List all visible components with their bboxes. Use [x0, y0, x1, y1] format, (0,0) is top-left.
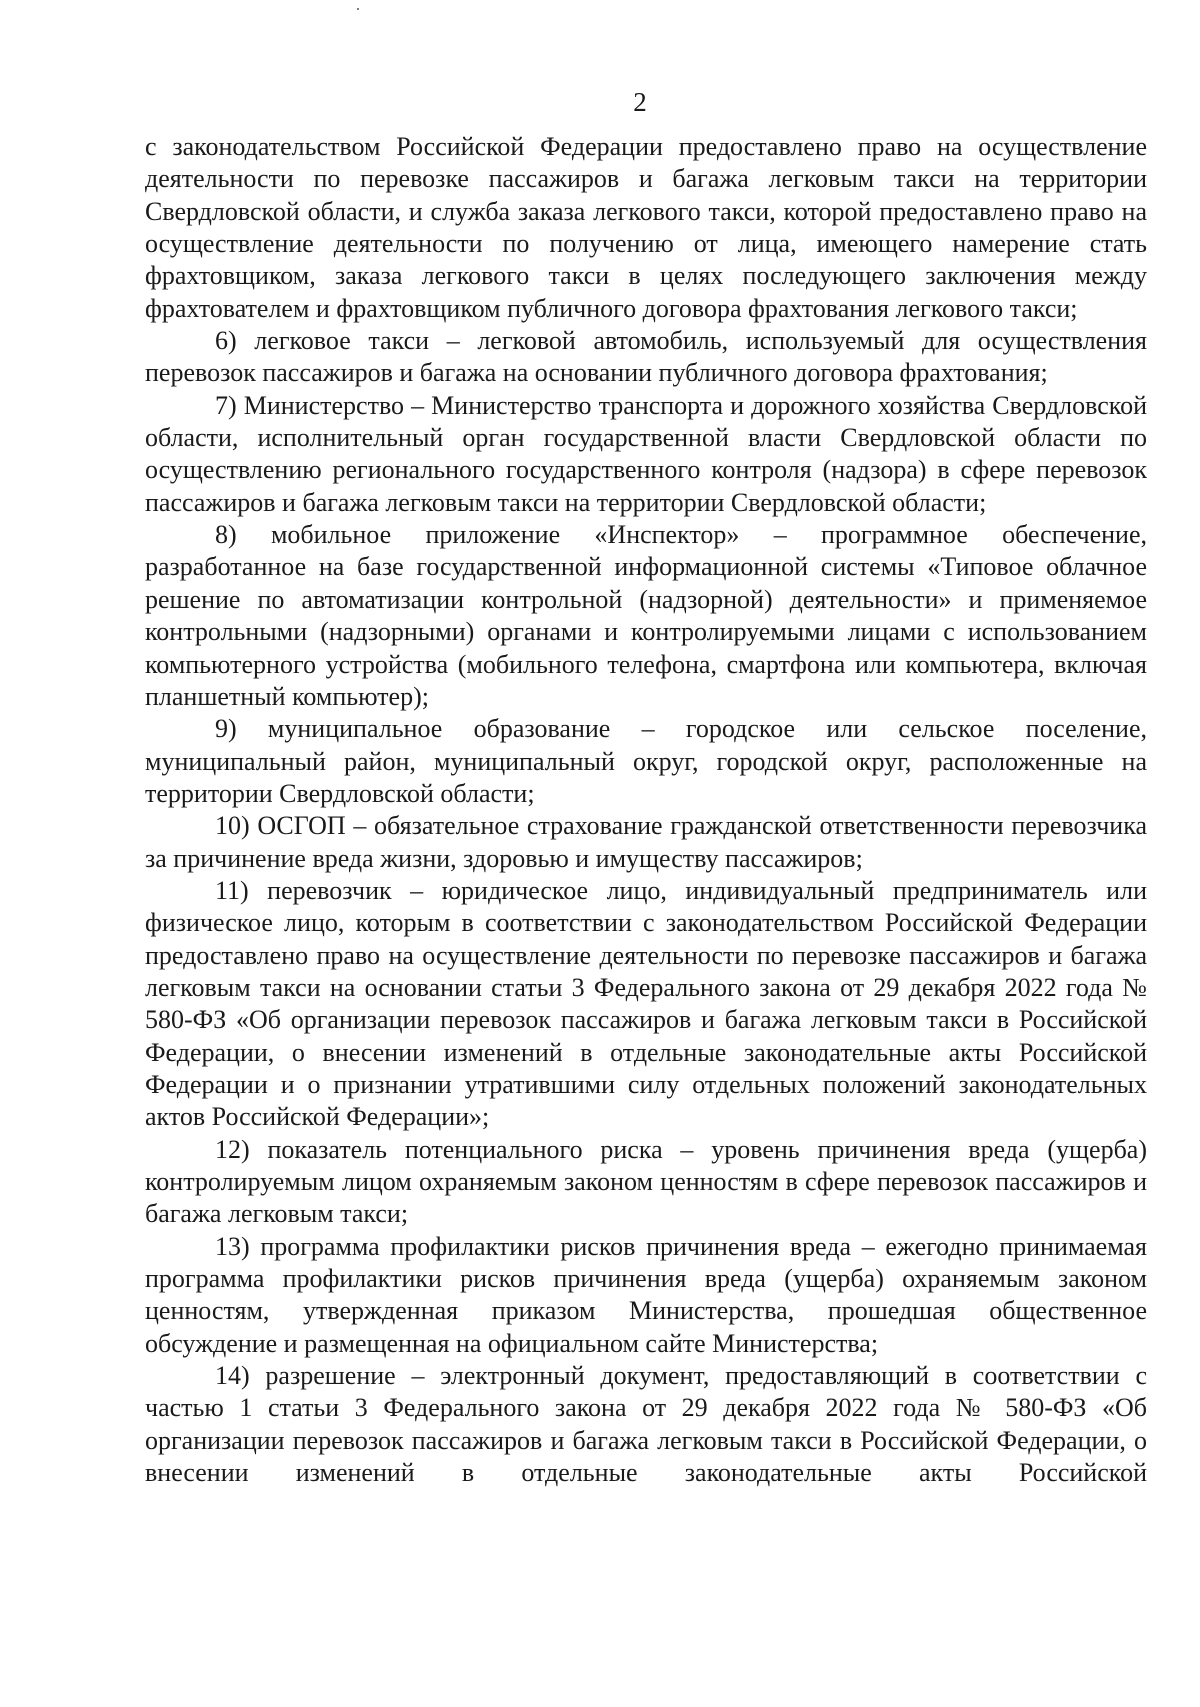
paragraph-11-carrier-definition: 11) перевозчик – юридическое лицо, индивидуальный предприниматель или физическое лицо, которым в соответствии с законодательством Российской Федерации предоставлено право на осуществление деятельности по перевозке пассажиров и багажа легковым такси на основании статьи 3 Федерального закона от 29 декабря 2022 года № 580-ФЗ «Об организации перевозок пассажиров и багажа легковым такси в Российской Федерации, о внесении изменений в отдельные законодательные акты Российской Федерации и о признании утратившими силу отдельных положений законодательных актов Российской Федерации»; [145, 875, 1147, 1132]
paragraph-10-osgop-definition: 10) ОСГОП – обязательное страхование гражданской ответственности перевозчика за причинение вреда жизни, здоровью и имуществу пассажиров; [145, 811, 1147, 873]
paragraph-12-risk-indicator-definition: 12) показатель потенциального риска – уровень причинения вреда (ущерба) контролируемым лицом охраняемым законом ценностям в сфере перевозок пассажиров и багажа легковым такси; [145, 1134, 1147, 1229]
paragraph-5-continuation: с законодательством Российской Федерации предоставлено право на осуществление деятельности по перевозке пассажиров и багажа легковым такси на территории Свердловской области, и служба заказа легкового такси, которой предоставлено право на осуществление деятельности по получению от лица, имеющего намерение стать фрахтовщиком, заказа легкового такси в целях последующего заключения между фрахтователем и фрахтовщиком публичного договора фрахтования легкового такси; [145, 132, 1147, 323]
page-number: 2 [633, 87, 647, 117]
paragraph-8-inspector-app-definition: 8) мобильное приложение «Инспектор» – программное обеспечение, разработанное на базе государственной информационной системы «Типовое облачное решение по автоматизации контрольной (надзорной) деятельности» и применяемое контрольными (надзорными) органами и контролируемыми лицами с использованием компьютерного устройства (мобильного телефона, смартфона или компьютера, включая планшетный компьютер); [145, 520, 1147, 711]
scan-speck [357, 8, 359, 10]
document-body [145, 131, 1147, 1489]
paragraph-6-taxi-definition: 6) легковое такси – легковой автомобиль, используемый для осуществления перевозок пассажиров и багажа на основании публичного договора фрахтования; [145, 326, 1147, 388]
paragraph-14-permit-definition: 14) разрешение – электронный документ, предоставляющий в соответствии с частью 1 статьи 3 Федерального закона от 29 декабря 2022 года № 580-ФЗ «Об организации перевозок пассажиров и багажа легковым такси в Российской Федерации, о внесении изменений в отдельные законодательные акты Российской [145, 1361, 1147, 1488]
paragraph-7-ministry-definition: 7) Министерство – Министерство транспорта и дорожного хозяйства Свердловской области, исполнительный орган государственной власти Свердловской области по осуществлению регионального государственного контроля (надзора) в сфере перевозок пассажиров и багажа легковым такси на территории Свердловской области; [145, 390, 1147, 517]
paragraph-13-prevention-program-definition: 13) программа профилактики рисков причинения вреда – ежегодно принимаемая программа профилактики рисков причинения вреда (ущерба) охраняемым законом ценностям, утвержденная приказом Министерства, прошедшая общественное обсуждение и размещенная на официальном сайте Министерства; [145, 1231, 1147, 1358]
paragraph-9-municipality-definition: 9) муниципальное образование – городское или сельское поселение, муниципальный район, муниципальный округ, городской округ, расположенные на территории Свердловской области; [145, 714, 1147, 808]
